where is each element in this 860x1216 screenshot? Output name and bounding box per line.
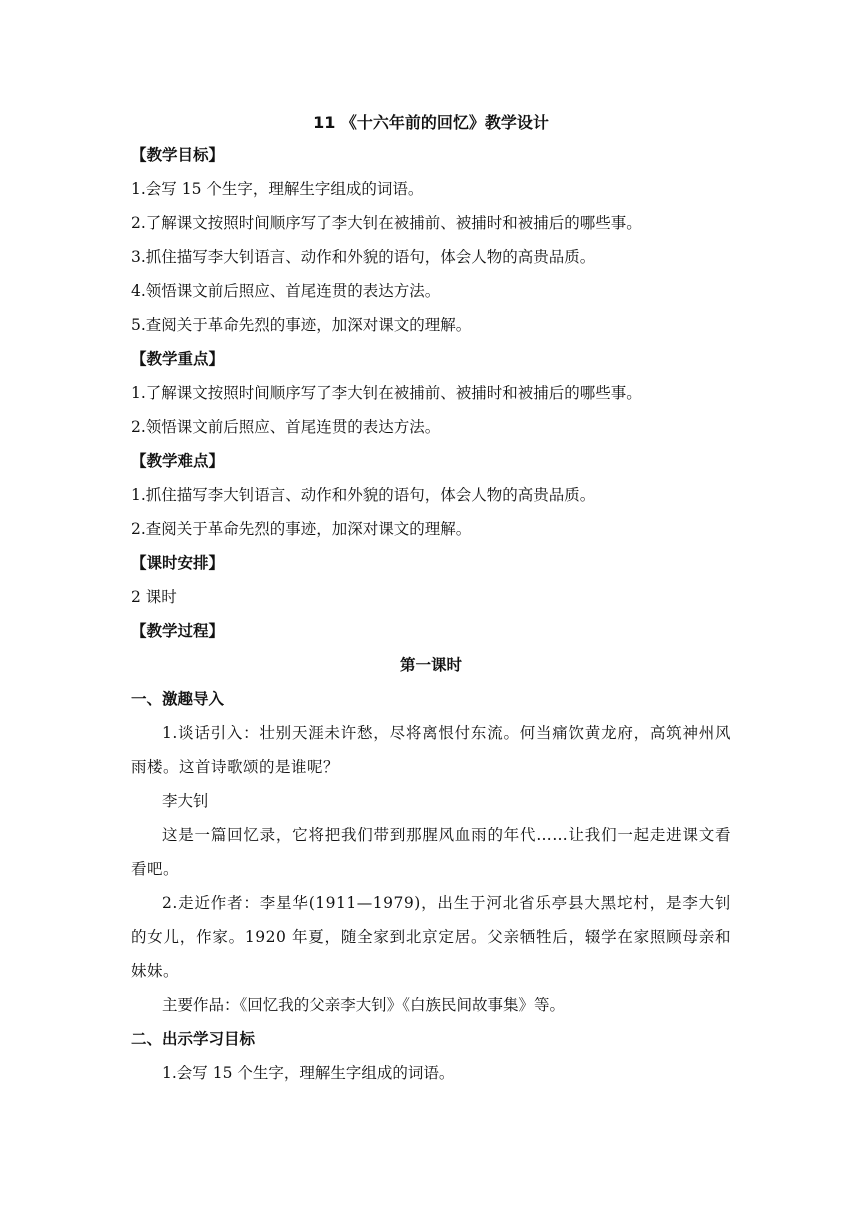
paragraph: 这是一篇回忆录，它将把我们带到那腥风血雨的年代……让我们一起走进课文看看吧。 bbox=[131, 826, 731, 878]
key-point-item: 1.了解课文按照时间顺序写了李大钊在被捕前、被捕时和被捕后的哪些事。 bbox=[131, 384, 642, 402]
objective-item: 5.查阅关于革命先烈的事迹，加深对课文的理解。 bbox=[131, 316, 472, 334]
objectives-heading: 【教学目标】 bbox=[131, 146, 225, 164]
paragraph: 李大钊 bbox=[162, 792, 209, 810]
document-body bbox=[131, 108, 731, 1090]
section-heading: 一、激趣导入 bbox=[131, 690, 225, 708]
key-points-heading: 【教学重点】 bbox=[131, 350, 225, 368]
lesson-title: 第一课时 bbox=[399, 656, 462, 674]
schedule-heading: 【课时安排】 bbox=[131, 554, 225, 572]
schedule-value: 2 课时 bbox=[131, 588, 177, 606]
paragraph: 主要作品：《回忆我的父亲李大钊》《白族民间故事集》等。 bbox=[162, 996, 566, 1014]
difficulty-item: 2.查阅关于革命先烈的事迹，加深对课文的理解。 bbox=[131, 520, 472, 538]
objective-item: 2.了解课文按照时间顺序写了李大钊在被捕前、被捕时和被捕后的哪些事。 bbox=[131, 214, 642, 232]
difficulties-heading: 【教学难点】 bbox=[131, 452, 225, 470]
section-heading: 二、出示学习目标 bbox=[131, 1030, 256, 1048]
difficulty-item: 1.抓住描写李大钊语言、动作和外貌的语句，体会人物的高贵品质。 bbox=[131, 486, 596, 504]
document-title: 11 《十六年前的回忆》教学设计 bbox=[313, 113, 549, 132]
process-heading: 【教学过程】 bbox=[131, 622, 225, 640]
objective-item: 3.抓住描写李大钊语言、动作和外貌的语句，体会人物的高贵品质。 bbox=[131, 248, 596, 266]
paragraph: 2.走近作者：李星华(1911—1979)，出生于河北省乐亭县大黑坨村，是李大钊的女儿，作家。1920 年夏，随全家到北京定居。父亲牺牲后，辍学在家照顾母亲和妹妹。 bbox=[131, 894, 731, 980]
key-point-item: 2.领悟课文前后照应、首尾连贯的表达方法。 bbox=[131, 418, 441, 436]
objective-item: 1.会写 15 个生字，理解生字组成的词语。 bbox=[131, 180, 424, 198]
paragraph: 1.会写 15 个生字，理解生字组成的词语。 bbox=[162, 1064, 455, 1082]
objective-item: 4.领悟课文前后照应、首尾连贯的表达方法。 bbox=[131, 282, 441, 300]
paragraph: 1.谈话引入：壮别天涯未许愁，尽将离恨付东流。何当痛饮黄龙府，高筑神州风雨楼。这首诗歌颂的是谁呢？ bbox=[131, 724, 731, 776]
